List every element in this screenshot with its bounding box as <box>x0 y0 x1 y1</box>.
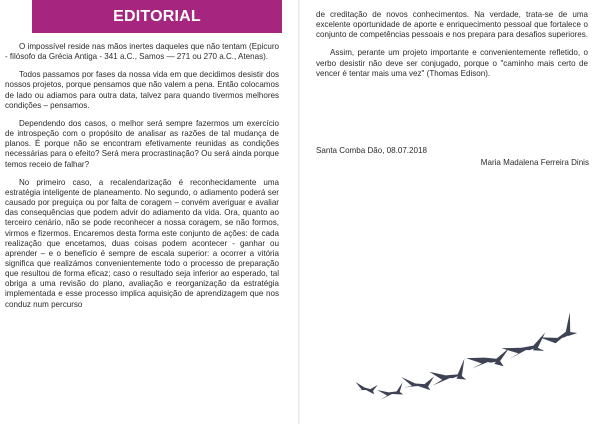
author-signature: Maria Madalena Ferreira Dinis <box>480 158 589 167</box>
editorial-banner: EDITORIAL <box>32 0 282 33</box>
swallow-icon <box>377 382 405 399</box>
swallow-icon <box>500 332 549 360</box>
swallow-icon <box>535 312 580 350</box>
paragraph: Assim, perante um projeto importante e convenientemente refletido, o verbo desistir não deve ser conjugado, porque o "caminho mais certo de vencer é tentar mais uma vez" (Thomas Edison). <box>316 48 588 78</box>
place-date: Santa Comba Dão, 08.07.2018 <box>316 146 427 155</box>
paragraph: O impossível reside nas mãos inertes daqueles que não tentam (Epicuro - filósofo da Grécia Antiga - 341 a.C., Samos — 271 ou 270 a.C., Atenas). <box>5 42 279 62</box>
paragraph: Dependendo dos casos, o melhor será sempre fazermos um exercício de introspeção com o propósito de analisar as razões de tal mudança de planos. É porque não se encontram efetivamente reunidas as condições necessárias para o efeito? Será mera procrastinação? Ou será ainda porque temos receio de falhar? <box>5 118 279 169</box>
swallows-flying-icon <box>300 290 600 420</box>
swallow-icon <box>354 379 378 395</box>
paragraph: Todos passamos por fases da nossa vida em que decidimos desistir dos nossos projetos, porque pensamos que não valem a pena. Então colocamos de lado ou adiamos para outra data, talvez para quando tivermos melhores condições – pensamos. <box>5 70 279 110</box>
paragraph: de creditação de novos conhecimentos. Na verdade, trata-se de uma excelente oportunidade de aporte e enriquecimento pessoal que fortalece o conjunto de competências pessoais e nos prepara para desafios superiores. <box>316 10 588 40</box>
swallow-icon <box>429 359 467 386</box>
paragraph: No primeiro caso, a recalendarização é reconhecidamente uma estratégia inteligente de planeamento. No segundo, o adiamento poderá ser causado por preguiça ou por falta de coragem – convém averiguar e avaliar das consequências que podem advir do adiamento da vida. Ora, quanto ao terceiro cenário, não se pode reconhecer a nossa coragem, se não formos, virmos e fizermos. Encaremos desta forma este conjunto de ações: de cada realização que encetamos, duas coisas podem acontecer - ganhar ou aprender – e o benefício é sempre de escala superior: a ocorrer a vitória significa que realizámos convenientemente todo o processo de preparação que resultou de forma eficaz; caso o resultado seja inferior ao esperado, tal obriga a uma revisão do plano, avaliação e reorganização da estratégia implementada e esse processo implica aquisição de aprendizagem que nos conduz num percurso <box>5 177 279 309</box>
swallow-icon <box>400 371 434 392</box>
right-page <box>300 0 600 424</box>
left-text-column <box>5 42 279 310</box>
right-text-column <box>316 10 588 87</box>
